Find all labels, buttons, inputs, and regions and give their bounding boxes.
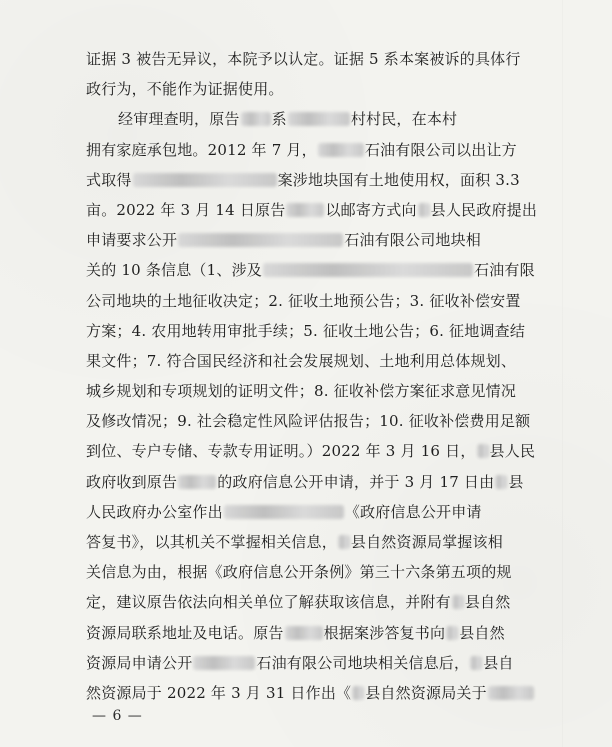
text-segment: 城乡规划和专项规划的证明文件；8. 征收补偿方案征求意见情况	[86, 382, 517, 401]
redaction-blur	[286, 203, 324, 217]
redaction-blur	[446, 626, 458, 640]
text-segment: 果文件；7. 符合国民经济和社会发展规划、土地利用总体规划、	[86, 351, 517, 370]
text-line-17	[86, 527, 556, 557]
text-segment: 及修改情况；9. 社会稳定性风险评估报告；10. 征收补偿费用足额	[86, 412, 531, 431]
text-line-10	[86, 316, 556, 346]
text-segment: 《政府信息公开申请	[344, 502, 482, 521]
text-line-11	[86, 346, 556, 376]
redaction-blur	[495, 475, 507, 489]
text-segment: 石油有限公司以出让方	[364, 140, 517, 159]
text-segment: 县自然	[459, 623, 505, 642]
text-line-4	[86, 135, 556, 165]
redaction-blur	[338, 535, 350, 549]
text-segment: 然资源局于 2022 年 3 月 31 日作出《	[86, 683, 352, 702]
text-segment: 定，建议原告依法向相关单位了解获取该信息，并附有	[86, 593, 451, 612]
redaction-blur	[318, 143, 364, 157]
text-segment: 关信息为由，根据《政府信息公开条例》第三十六条第五项的规	[86, 563, 512, 582]
redaction-blur	[352, 686, 364, 700]
text-segment: 政行为，不能作为证据使用。	[86, 80, 284, 99]
redaction-blur	[288, 112, 350, 126]
text-line-3	[86, 104, 556, 134]
text-segment: 县自然资源局关于	[365, 683, 487, 702]
text-segment: 资源局联系地址及电话。原告	[86, 623, 284, 642]
text-line-2	[86, 74, 556, 104]
text-line-16	[86, 497, 556, 527]
text-segment: 村村民，在本村	[350, 110, 458, 129]
text-segment: 以邮寄方式向	[325, 200, 417, 219]
text-segment: 县	[508, 472, 524, 491]
redaction-blur	[470, 656, 482, 670]
text-segment: 式取得	[86, 170, 132, 189]
text-line-15	[86, 467, 556, 497]
text-segment: 根据案涉答复书向	[323, 623, 446, 642]
text-segment: 县自	[483, 653, 514, 672]
text-line-9	[86, 286, 556, 316]
redaction-blur	[224, 505, 344, 519]
redaction-blur	[418, 203, 430, 217]
redaction-blur	[488, 686, 534, 700]
text-segment: 石油有限公司地块相关信息后，	[256, 653, 470, 672]
text-segment: 县人民政府提出	[430, 200, 538, 219]
text-segment: 系	[271, 110, 287, 129]
text-line-12	[86, 376, 556, 406]
text-segment: 石油有限	[473, 261, 535, 280]
redaction-blur	[477, 444, 489, 458]
text-segment: 拥有家庭承包地。2012 年 7 月，	[86, 140, 317, 159]
text-line-1	[86, 44, 556, 74]
text-segment: 亩。2022 年 3 月 14 日原告	[86, 200, 286, 219]
text-line-6	[86, 195, 556, 225]
redaction-blur	[193, 656, 255, 670]
text-segment: 方案；4. 农用地转用审批手续；5. 征收土地公告；6. 征地调查结	[86, 321, 526, 340]
text-line-21	[86, 648, 556, 678]
text-segment: 人民政府办公室作出	[86, 502, 223, 521]
redaction-blur	[133, 173, 277, 187]
text-line-22	[86, 678, 556, 708]
text-segment: 关的 10 条信息（1、涉及	[86, 261, 262, 280]
text-segment: 的政府信息公开申请，并于 3 月 17 日由	[217, 472, 495, 491]
page-edge-shadow	[562, 0, 563, 747]
text-line-14	[86, 436, 556, 466]
text-line-7	[86, 225, 556, 255]
text-segment: 公司地块的土地征收决定；2. 征收土地预公告；3. 征收补偿安置	[86, 291, 521, 310]
redaction-blur	[178, 475, 216, 489]
text-line-20	[86, 618, 556, 648]
text-line-5	[86, 165, 556, 195]
page-number: — 6 —	[92, 708, 143, 724]
redaction-blur	[178, 233, 343, 247]
text-segment: 县自然资源局掌握该相	[350, 533, 503, 551]
text-line-13	[86, 406, 556, 436]
text-line-18	[86, 557, 556, 587]
text-segment: 县人民	[489, 442, 536, 461]
text-segment: 经审理查明，原告	[118, 110, 240, 129]
text-line-19	[86, 587, 556, 617]
document-body	[86, 44, 556, 708]
redaction-blur	[452, 595, 464, 609]
redaction-blur	[285, 626, 323, 640]
text-segment: 案涉地块国有土地使用权，面积 3.3	[277, 170, 520, 189]
text-segment: 县自然	[464, 593, 511, 612]
text-segment: 申请要求公开	[86, 231, 178, 250]
text-segment: 证据 3 被告无异议，本院予以认定。证据 5 系本案被诉的具体行	[86, 50, 521, 68]
text-segment: 答复书》，以其机关不掌握相关信息，	[86, 533, 337, 551]
text-segment: 政府收到原告	[86, 472, 178, 491]
text-segment: 石油有限公司地块相	[344, 231, 482, 250]
text-line-8	[86, 255, 556, 285]
redaction-blur	[263, 263, 473, 277]
text-segment: 资源局申请公开	[86, 653, 193, 672]
redaction-blur	[241, 112, 271, 126]
text-segment: 到位、专户专储、专款专用证明。）2022 年 3 月 16 日，	[86, 442, 476, 461]
